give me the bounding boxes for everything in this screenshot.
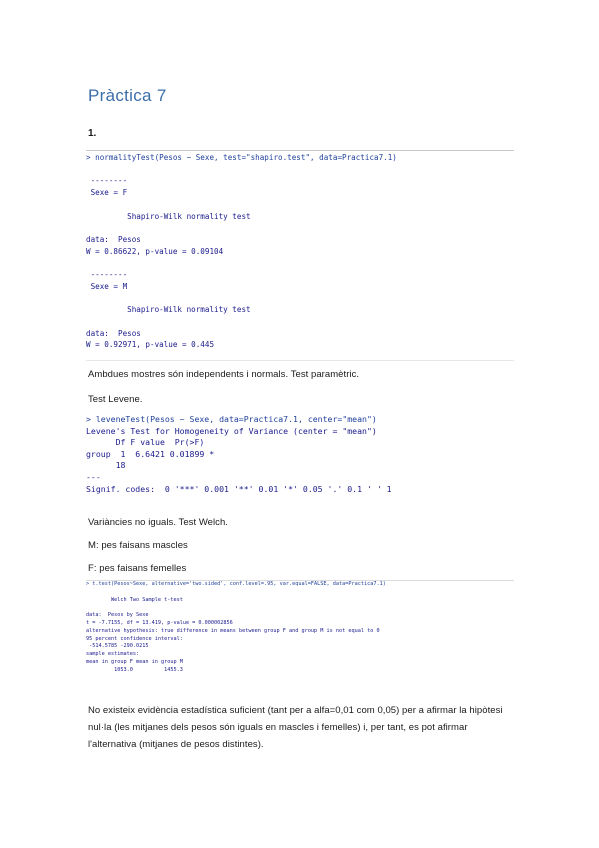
console-output-levene-test (86, 414, 472, 500)
console-line: Sexe = F (86, 188, 128, 198)
console-output-welch-test (86, 580, 514, 689)
console-line: -------- (86, 176, 128, 186)
paragraph-f-definition: F: pes faisans femelles (88, 563, 187, 574)
console-line: Shapiro-Wilk normality test (86, 305, 251, 315)
page-title: Pràctica 7 (88, 86, 167, 105)
console-line: 18 (86, 460, 126, 471)
paragraph-independent-normal: Ambdues mostres són independents i normals. Test paramètric. (88, 369, 360, 380)
console-line: mean in group F mean in group M (86, 658, 183, 665)
console-line: t = -7.7155, df = 13.419, p-value = 0.000002856 (86, 619, 233, 626)
console-line (86, 292, 514, 304)
console-line: W = 0.92971, p-value = 0.445 (86, 340, 215, 350)
console-line: Signif. codes: 0 '***' 0.001 '**' 0.01 '*' 0.05 '.' 0.1 ' ' 1 (86, 483, 392, 494)
console-line: data: Pesos by Sexe (86, 612, 149, 619)
console-line: data: Pesos (86, 234, 141, 244)
paragraph-levene-label: Test Levene. (88, 394, 143, 405)
console-line: > leveneTest(Pesos ~ Sexe, data=Practica7.1, center="mean") (86, 414, 377, 424)
console-line: Df F value Pr(>F) (86, 437, 205, 448)
console-line (86, 222, 514, 234)
console-output-normality-test (86, 150, 514, 361)
section-number: 1. (88, 128, 97, 139)
console-line: W = 0.86622, p-value = 0.09104 (86, 246, 224, 256)
console-line: Levene's Test for Homogeneity of Variance (center = "mean") (86, 425, 377, 436)
console-line: > t.test(Pesos~Sexe, alternative='two.sided', conf.level=.95, var.equal=FALSE, data=Practica7.1) (86, 581, 386, 587)
console-line: > normalityTest(Pesos ~ Sexe, test="shapiro.test", data=Practica7.1) (86, 153, 397, 162)
console-line: Welch Two Sample t-test (86, 596, 183, 603)
console-line: Sexe = M (86, 281, 128, 291)
console-line: data: Pesos (86, 328, 141, 338)
console-line (86, 589, 514, 597)
console-line: sample estimates: (86, 651, 140, 658)
console-line (86, 604, 514, 612)
console-line (86, 257, 514, 269)
console-line: Shapiro-Wilk normality test (86, 211, 251, 221)
console-line: -514.5785 -290.0215 (86, 643, 149, 650)
console-line: group 1 6.6421 0.01899 * (86, 448, 215, 459)
console-line: --- (86, 471, 101, 482)
console-line: alternative hypothesis: true difference in means between group F and group M is not equal to 0 (86, 627, 380, 634)
console-line (86, 164, 514, 176)
console-line: 95 percent confidence interval: (86, 635, 183, 642)
console-line (86, 316, 514, 328)
console-line: -------- (86, 270, 128, 280)
paragraph-m-definition: M: pes faisans mascles (88, 540, 188, 551)
paragraph-variances: Variàncies no iguals. Test Welch. (88, 517, 228, 528)
console-line: 1053.0 1455.3 (86, 666, 183, 673)
console-line (86, 199, 514, 211)
paragraph-conclusion: No existeix evidència estadística suficient (tant per a alfa=0,01 com 0,05) per a afirmar la hipòtesi nul·la (les mitjanes dels pesos són iguals en mascles i femelles) i, per tant, es pot afirmar l'alternativa (mitjanes de pesos distintes). (88, 705, 503, 750)
